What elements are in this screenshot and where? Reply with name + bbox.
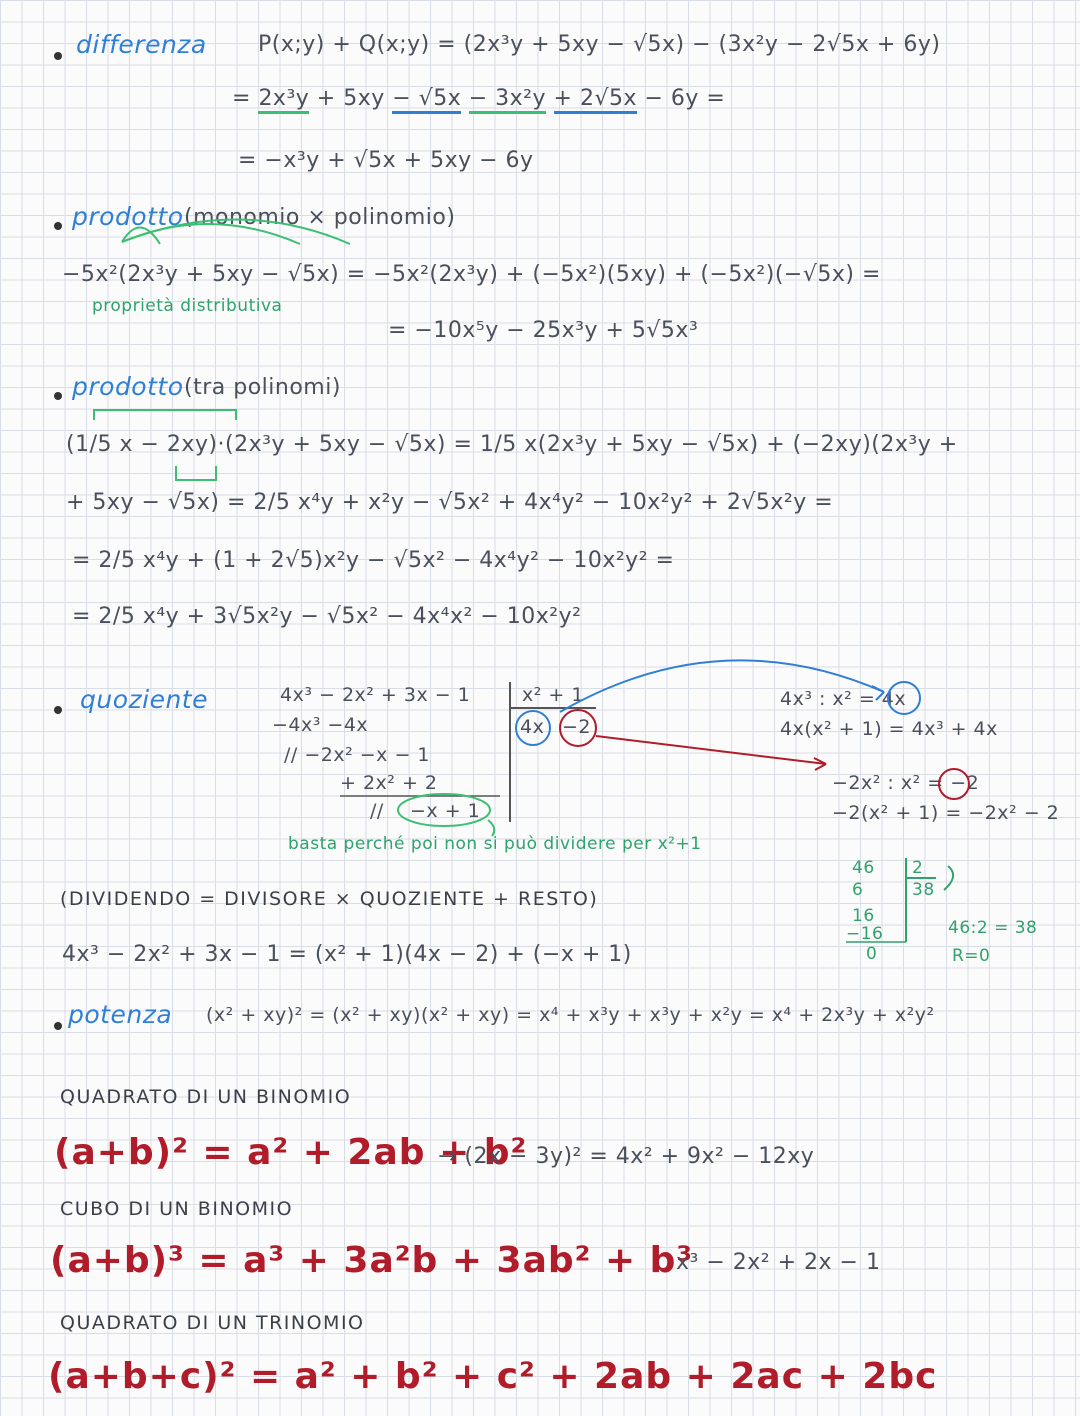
prodotto-1-subtitle: (monomio × polinomio) [184,205,456,230]
side-calc-2b: −2(x² + 1) = −2x² − 2 [832,802,1060,824]
formula-quadrato-trinomio: (a+b+c)² = a² + b² + c² + 2ab + 2ac + 2bc [48,1356,938,1397]
division-row-1: −4x³ −4x [272,714,369,736]
heading-prodotto-2: prodotto [72,372,184,401]
prodotto-1-note: proprietà distributiva [92,296,283,316]
bracket-green-2 [176,466,216,480]
division-formula: (DIVIDENDO = DIVISORE × QUOZIENTE + RESTO) [60,888,599,910]
prodotto-2-line-1: (1/5 x − 2xy)·(2x³y + 5xy − √5x) = 1/5 x(2x³y + 5xy − √5x) + (−2xy)(2x³y + [66,432,958,457]
num-quotient: 38 [912,880,935,900]
dividend: 4x³ − 2x² + 3x − 1 [280,684,471,706]
quotient-term-2: −2 [562,716,592,738]
side-calc-1b: 4x(x² + 1) = 4x³ + 4x [780,718,998,740]
circle-remainder [398,794,490,826]
example-quadrato-binomio: → (2x − 3y)² = 4x² + 9x² − 12xy [438,1144,815,1169]
division-identity: 4x³ − 2x² + 3x − 1 = (x² + 1)(4x − 2) + (−x + 1) [62,942,632,967]
num-row-2: 16 [852,906,875,926]
arc-green-2 [122,224,300,244]
bracket-green-1 [94,410,236,420]
term: + 5xy [316,86,385,111]
num-dividend: 46 [852,858,875,878]
heading-quoziente: quoziente [80,685,208,714]
arrow-remainder [488,820,494,836]
circle-minus-2 [560,710,596,746]
circle-4x [516,711,550,745]
term: 2x³y [258,86,309,114]
title-quadrato-binomio: QUADRATO DI UN BINOMIO [60,1086,352,1108]
title-quadrato-trinomio: QUADRATO DI UN TRINOMIO [60,1312,365,1334]
arc-green-3 [122,219,350,244]
num-divisor: 2 [912,858,924,878]
num-row-3: −16 [846,924,884,944]
heading-potenza: potenza [68,1000,173,1029]
quotient-term-1: 4x [520,716,545,738]
num-note-2: R=0 [952,946,991,966]
formula-cubo-binomio: (a+b)³ = a³ + 3a²b + 3ab² + b³ [50,1240,694,1281]
division-row-4-slash: // [370,800,384,822]
prodotto-1-line-1: −5x²(2x³y + 5xy − √5x) = −5x²(2x³y) + (−5x²)(5xy) + (−5x²)(−√5x) = [62,262,881,287]
prodotto-1-line-2: = −10x⁵y − 25x³y + 5√5x³ [388,318,699,343]
prodotto-2-subtitle: (tra polinomi) [184,375,341,400]
heading-prodotto-1: prodotto [72,202,184,231]
circle-4x-side [888,682,920,714]
prodotto-2-line-4: = 2/5 x⁴y + 3√5x²y − √5x² − 4x⁴x² − 10x²y² [72,604,582,629]
side-calc-1a: 4x³ : x² = 4x [780,688,907,710]
num-row-4: 0 [866,944,878,964]
num-note-1: 46:2 = 38 [948,918,1038,938]
term: − 6y = [644,86,726,111]
remainder: −x + 1 [410,800,481,822]
num-arrow [944,866,953,890]
division-row-2: // −2x² −x − 1 [284,744,431,766]
eq: = [232,86,251,111]
divisor: x² + 1 [522,684,584,706]
formula-quadrato-binomio: (a+b)² = a² + 2ab + b² [54,1132,528,1173]
title-cubo-binomio: CUBO DI UN BINOMIO [60,1198,294,1220]
prodotto-2-line-2: + 5xy − √5x) = 2/5 x⁴y + x²y − √5x² + 4x⁴y² − 10x²y² + 2√5x²y = [66,490,834,515]
term: − 3x²y [469,86,546,114]
quoziente-note: basta perché poi non si può dividere per x²+1 [288,834,702,854]
potenza-line-1: (x² + xy)² = (x² + xy)(x² + xy) = x⁴ + x³y + x³y + x²y = x⁴ + 2x³y + x²y² [206,1004,935,1026]
arrow-blue [560,660,884,712]
term: − √5x [392,86,461,114]
differenza-line-3: = −x³y + √5x + 5xy − 6y [238,148,534,173]
differenza-line-1: P(x;y) + Q(x;y) = (2x³y + 5xy − √5x) − (3x²y − 2√5x + 6y) [258,32,941,57]
division-row-3: + 2x² + 2 [340,772,438,794]
term: + 2√5x [554,86,637,114]
arrow-red [596,736,826,764]
circle-minus-2-side [939,769,969,799]
side-calc-2a: −2x² : x² = −2 [832,772,980,794]
example-cubo-binomio: x³ − 2x² + 2x − 1 [676,1250,881,1275]
prodotto-2-line-3: = 2/5 x⁴y + (1 + 2√5)x²y − √5x² − 4x⁴y² − 10x²y² = [72,548,675,573]
num-row-1: 6 [852,880,864,900]
heading-differenza: differenza [76,30,207,59]
